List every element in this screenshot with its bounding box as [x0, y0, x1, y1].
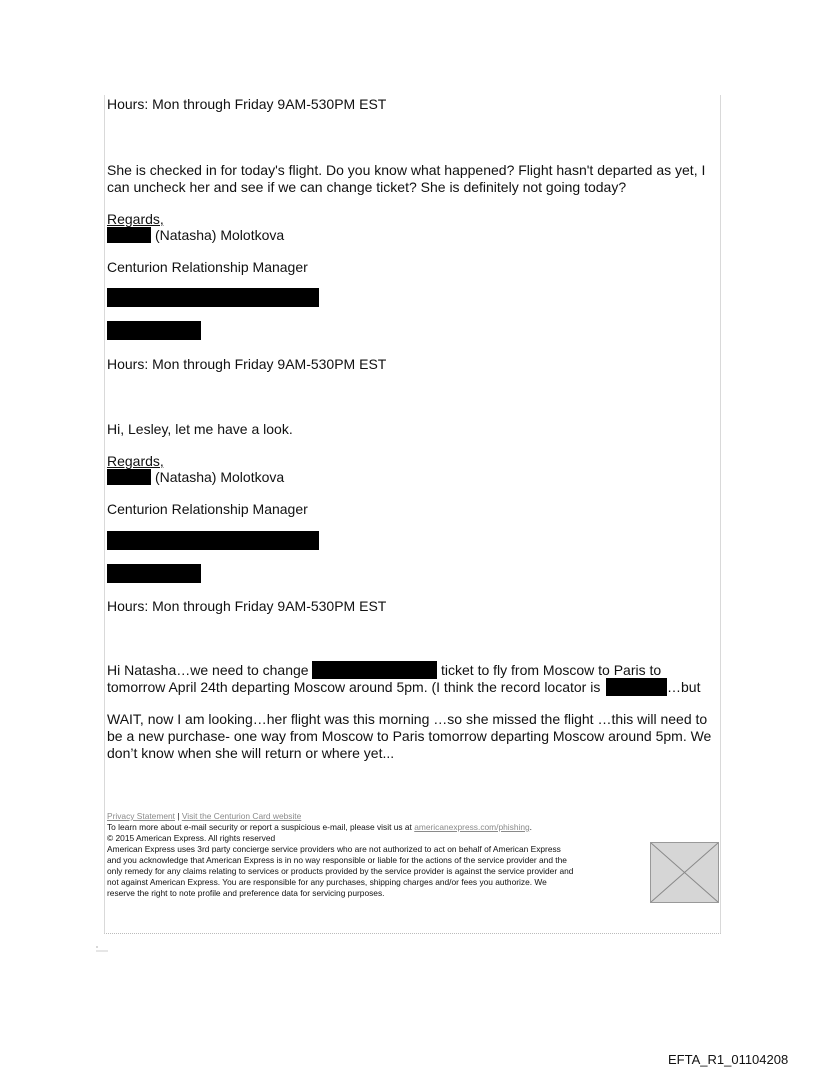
message-line: Hi, Lesley, let me have a look.	[107, 421, 293, 437]
message-line: tomorrow April 24th departing Moscow around 5pm. (I think the record locator is	[107, 679, 601, 695]
message-line: be a new purchase- one way from Moscow to Paris tomorrow departing Moscow around 5pm. We	[107, 728, 712, 744]
signature-name: (Natasha) Molotkova	[155, 227, 285, 243]
redaction-box	[312, 661, 437, 679]
centurion-card-link[interactable]: Visit the Centurion Card website	[181, 811, 302, 821]
period: .	[529, 822, 532, 832]
hours-line: Hours: Mon through Friday 9AM-530PM EST	[107, 598, 387, 614]
message-line: Hi Natasha…we need to change	[107, 662, 309, 678]
phishing-link[interactable]: americanexpress.com/phishing	[414, 822, 530, 832]
regards-line: Regards,	[107, 453, 164, 469]
disclaimer-line: only remedy for any claims relating to services or products provided by the service provider is against the service provider and	[107, 866, 574, 876]
disclaimer-line: and you acknowledge that American Express is in no way responsible or liable for the actions of the service provider and the	[107, 855, 567, 865]
redaction-box	[606, 678, 667, 696]
hours-line: Hours: Mon through Friday 9AM-530PM EST	[107, 96, 387, 112]
message-line: …but	[667, 679, 701, 695]
redaction-box	[107, 564, 201, 583]
scan-mark	[95, 945, 109, 953]
link-separator: |	[177, 811, 180, 821]
message-line: ticket to fly from Moscow to Paris to	[441, 662, 662, 678]
message-line: WAIT, now I am looking…her flight was this morning …so she missed the flight …this will need to	[107, 711, 708, 727]
message-line: can uncheck her and see if we can change ticket? She is definitely not going today?	[107, 179, 627, 195]
security-line	[107, 822, 532, 832]
signature-title: Centurion Relationship Manager	[107, 501, 308, 517]
footer-links	[107, 811, 301, 821]
message-line: She is checked in for today's flight. Do you know what happened? Flight hasn't departed as yet, I	[107, 162, 706, 178]
redaction-box	[107, 227, 151, 243]
redaction-box	[107, 469, 151, 485]
message-line: don’t know when she will return or where yet...	[107, 745, 395, 761]
redaction-box	[107, 531, 319, 550]
redaction-box	[107, 321, 201, 340]
regards-line: Regards,	[107, 211, 164, 227]
copyright-line: © 2015 American Express. All rights reserved	[107, 833, 276, 843]
broken-image-icon	[650, 842, 719, 903]
disclaimer-line: not against American Express. You are responsible for any purchases, shipping charges and/or fees you authorize. We	[107, 877, 547, 887]
signature-title: Centurion Relationship Manager	[107, 259, 308, 275]
page-id: EFTA_R1_01104208	[668, 1052, 789, 1067]
privacy-statement-link[interactable]: Privacy Statement	[107, 811, 175, 821]
signature-name: (Natasha) Molotkova	[155, 469, 285, 485]
disclaimer-line: American Express uses 3rd party concierge service providers who are not authorized to act on behalf of American Express	[107, 844, 561, 854]
hours-line: Hours: Mon through Friday 9AM-530PM EST	[107, 356, 387, 372]
redaction-box	[107, 288, 319, 307]
disclaimer-line: reserve the right to note profile and preference data for servicing purposes.	[107, 888, 385, 898]
security-text: To learn more about e-mail security or report a suspicious e-mail, please visit us at	[107, 822, 412, 832]
